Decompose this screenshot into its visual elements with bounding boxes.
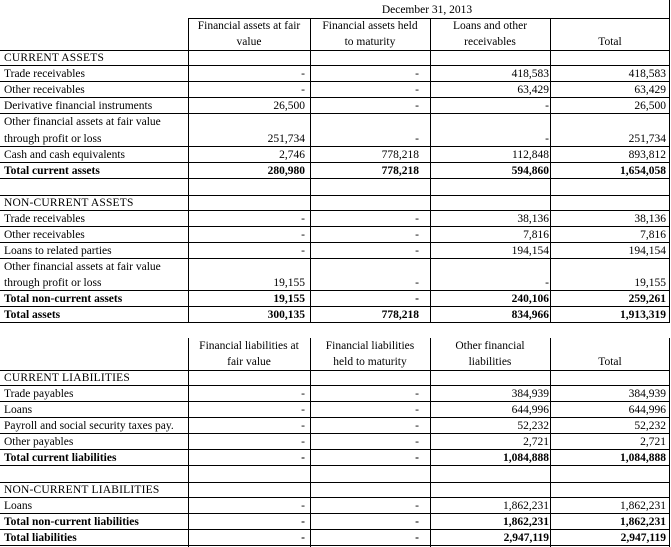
row-label: Payroll and social security taxes pay. xyxy=(4,420,174,432)
row-label-line2: through profit or loss xyxy=(4,133,102,145)
row-label: Other financial assets at fair value xyxy=(4,261,161,273)
total-label: Total current assets xyxy=(4,165,100,177)
row-label: Trade receivables xyxy=(4,213,85,225)
cell-col2: - xyxy=(415,100,419,112)
total-col2: - xyxy=(415,293,419,305)
grid-hline xyxy=(0,401,670,402)
period-header: December 31, 2013 xyxy=(381,4,473,16)
grid-hline xyxy=(0,242,670,243)
cell-col1: - xyxy=(301,436,305,448)
grid-hline xyxy=(0,226,670,227)
cell-col1: - xyxy=(301,213,305,225)
cell-col4: 38,136 xyxy=(634,213,666,225)
table-row xyxy=(0,243,671,259)
total-col3: 834,966 xyxy=(511,309,549,321)
table-row xyxy=(0,498,671,514)
grid-hline xyxy=(0,50,670,51)
total-col3: 1,862,231 xyxy=(503,516,549,528)
cell-col2: - xyxy=(415,500,419,512)
assets-col2-header-line2: to maturity xyxy=(344,36,396,48)
table-row xyxy=(0,211,671,227)
cell-col4: 19,155 xyxy=(634,277,666,289)
grid-hline xyxy=(0,306,670,307)
table-row xyxy=(0,275,671,291)
total-col3: 2,947,119 xyxy=(503,532,549,544)
cell-col3: - xyxy=(545,100,549,112)
total-col2: 778,218 xyxy=(381,309,419,321)
cell-col1: 26,500 xyxy=(273,100,305,112)
grid-vline xyxy=(430,18,431,323)
total-col2: - xyxy=(415,516,419,528)
cell-col1: - xyxy=(301,84,305,96)
total-col1: - xyxy=(301,452,305,464)
grid-hline xyxy=(0,417,670,418)
cell-col3: - xyxy=(545,133,549,145)
grid-hline xyxy=(0,449,670,450)
total-col3: 594,860 xyxy=(511,165,549,177)
row-label: Trade payables xyxy=(4,388,74,400)
table-row xyxy=(0,98,671,114)
grand-total-row xyxy=(0,307,671,323)
grid-hline xyxy=(0,65,670,66)
grid-hline xyxy=(0,210,670,211)
assets-col4-header: Total xyxy=(598,36,622,48)
total-col3: 1,084,888 xyxy=(503,452,549,464)
grid-vline xyxy=(188,18,189,323)
liab-col3-header-line1: Other financial xyxy=(455,340,525,352)
total-col4: 1,654,058 xyxy=(620,165,666,177)
grid-hline xyxy=(0,113,670,114)
grid-hline xyxy=(0,195,670,196)
cell-col4: 1,862,231 xyxy=(620,500,666,512)
cell-col3: 644,996 xyxy=(511,404,549,416)
grid-vline xyxy=(550,18,551,323)
cell-col4: 194,154 xyxy=(628,245,666,257)
cell-col4: 52,232 xyxy=(634,420,666,432)
current-liabilities-heading: CURRENT LIABILITIES xyxy=(4,372,130,384)
total-col3: 240,106 xyxy=(511,293,549,305)
grid-hline xyxy=(0,482,670,483)
cell-col2: - xyxy=(415,245,419,257)
cell-col2: - xyxy=(415,84,419,96)
cell-col3: 7,816 xyxy=(523,229,549,241)
total-row xyxy=(0,163,671,179)
assets-col3-header-line2: receivables xyxy=(464,36,516,48)
total-row xyxy=(0,291,671,307)
liab-col2-header-line2: held to maturity xyxy=(333,356,407,368)
grid-hline xyxy=(0,545,670,546)
cell-col2: - xyxy=(415,229,419,241)
grid-hline xyxy=(0,258,670,259)
cell-col4: 893,812 xyxy=(628,149,666,161)
cell-col1: - xyxy=(301,229,305,241)
table-row xyxy=(0,402,671,418)
row-label: Trade receivables xyxy=(4,68,85,80)
row-label: Other payables xyxy=(4,436,74,448)
cell-col2: - xyxy=(415,420,419,432)
row-label: Loans xyxy=(4,500,33,512)
total-col4: 1,084,888 xyxy=(620,452,666,464)
total-col2: 778,218 xyxy=(381,165,419,177)
non-current-liabilities-heading: NON-CURRENT LIABILITIES xyxy=(4,484,160,496)
grid-hline xyxy=(0,385,670,386)
row-label: Loans to related parties xyxy=(4,245,112,257)
row-label: Derivative financial instruments xyxy=(4,100,153,112)
liab-col4-header: Total xyxy=(598,356,622,368)
cell-col3: 112,848 xyxy=(512,149,549,161)
total-col4: 2,947,119 xyxy=(620,532,666,544)
cell-col2: - xyxy=(415,388,419,400)
liab-col2-header-line1: Financial liabilities xyxy=(325,340,415,352)
cell-col1: - xyxy=(301,500,305,512)
non-current-assets-heading: NON-CURRENT ASSETS xyxy=(4,197,134,209)
cell-col4: 2,721 xyxy=(640,436,666,448)
grand-total-row xyxy=(0,530,671,546)
cell-col4: 384,939 xyxy=(628,388,666,400)
total-col2: - xyxy=(415,532,419,544)
cell-col3: 38,136 xyxy=(517,213,549,225)
cell-col3: - xyxy=(545,277,549,289)
cell-col4: 63,429 xyxy=(634,84,666,96)
total-col1: - xyxy=(301,532,305,544)
cell-col3: 52,232 xyxy=(517,420,549,432)
liab-col1-header-line2: fair value xyxy=(227,356,271,368)
row-label: Cash and cash equivalents xyxy=(4,149,126,161)
grid-hline xyxy=(0,178,670,179)
total-row xyxy=(0,514,671,530)
cell-col1: 251,734 xyxy=(267,133,305,145)
cell-col2: - xyxy=(415,404,419,416)
total-label: Total assets xyxy=(4,309,61,321)
cell-col1: 19,155 xyxy=(273,277,305,289)
cell-col2: - xyxy=(415,133,419,145)
grid-vline xyxy=(310,18,311,323)
total-col1: 300,135 xyxy=(267,309,305,321)
row-label-line2: through profit or loss xyxy=(4,277,102,289)
table-row xyxy=(0,66,671,82)
liab-col1-header-line1: Financial liabilities at xyxy=(199,340,299,352)
assets-col3-header-line1: Loans and other xyxy=(452,20,528,32)
grid-hline xyxy=(0,529,670,530)
cell-col2: - xyxy=(415,436,419,448)
cell-col3: 2,721 xyxy=(523,436,549,448)
assets-col1-header-line1: Financial assets at fair xyxy=(197,20,301,32)
cell-col2: - xyxy=(415,213,419,225)
cell-col4: 26,500 xyxy=(634,100,666,112)
assets-col1-header-line2: value xyxy=(236,36,262,48)
grid-hline xyxy=(0,146,670,147)
cell-col3: 1,862,231 xyxy=(503,500,549,512)
cell-col2: - xyxy=(415,68,419,80)
table-row xyxy=(0,418,671,434)
total-col4: 1,913,319 xyxy=(620,309,666,321)
total-col2: - xyxy=(415,452,419,464)
total-col4: 1,862,231 xyxy=(620,516,666,528)
cell-col2: 778,218 xyxy=(381,149,419,161)
grid-hline xyxy=(0,290,670,291)
cell-col1: - xyxy=(301,388,305,400)
cell-col4: 7,816 xyxy=(640,229,666,241)
table-row-label-line1 xyxy=(0,114,671,130)
table-row xyxy=(0,147,671,163)
liab-col3-header-line2: liabilities xyxy=(468,356,512,368)
grid-hline xyxy=(0,465,670,466)
table-row xyxy=(0,434,671,450)
total-label: Total liabilities xyxy=(4,532,77,544)
cell-col1: 2,746 xyxy=(279,149,305,161)
cell-col3: 418,583 xyxy=(511,68,549,80)
table-row xyxy=(0,386,671,402)
grid-hline xyxy=(0,81,670,82)
cell-col3: 63,429 xyxy=(517,84,549,96)
cell-col3: 384,939 xyxy=(511,388,549,400)
table-row-label-line1 xyxy=(0,259,671,275)
grid-hline xyxy=(0,162,670,163)
cell-col2: - xyxy=(415,277,419,289)
cell-col1: - xyxy=(301,404,305,416)
row-label: Loans xyxy=(4,404,33,416)
table-row xyxy=(0,82,671,98)
row-label: Other financial assets at fair value xyxy=(4,116,161,128)
grid-hline xyxy=(0,322,670,323)
assets-col2-header-line1: Financial assets held xyxy=(322,20,418,32)
total-row xyxy=(0,450,671,466)
grid-hline xyxy=(0,497,670,498)
total-col1: 19,155 xyxy=(273,293,305,305)
cell-col4: 251,734 xyxy=(628,133,666,145)
cell-col4: 644,996 xyxy=(628,404,666,416)
current-assets-heading: CURRENT ASSETS xyxy=(4,52,105,64)
total-label: Total non-current liabilities xyxy=(4,516,139,528)
cell-col1: - xyxy=(301,245,305,257)
grid-hline xyxy=(0,370,670,371)
table-row xyxy=(0,227,671,243)
cell-col1: - xyxy=(301,420,305,432)
cell-col3: 194,154 xyxy=(511,245,549,257)
row-label: Other receivables xyxy=(4,229,85,241)
grid-hline xyxy=(0,433,670,434)
total-label: Total non-current assets xyxy=(4,293,123,305)
total-label: Total current liabilities xyxy=(4,452,117,464)
cell-col4: 418,583 xyxy=(628,68,666,80)
row-label: Other receivables xyxy=(4,84,85,96)
total-col1: - xyxy=(301,516,305,528)
total-col1: 280,980 xyxy=(267,165,305,177)
table-row xyxy=(0,131,671,147)
total-col4: 259,261 xyxy=(628,293,666,305)
grid-hline xyxy=(0,97,670,98)
cell-col1: - xyxy=(301,68,305,80)
grid-hline xyxy=(0,513,670,514)
